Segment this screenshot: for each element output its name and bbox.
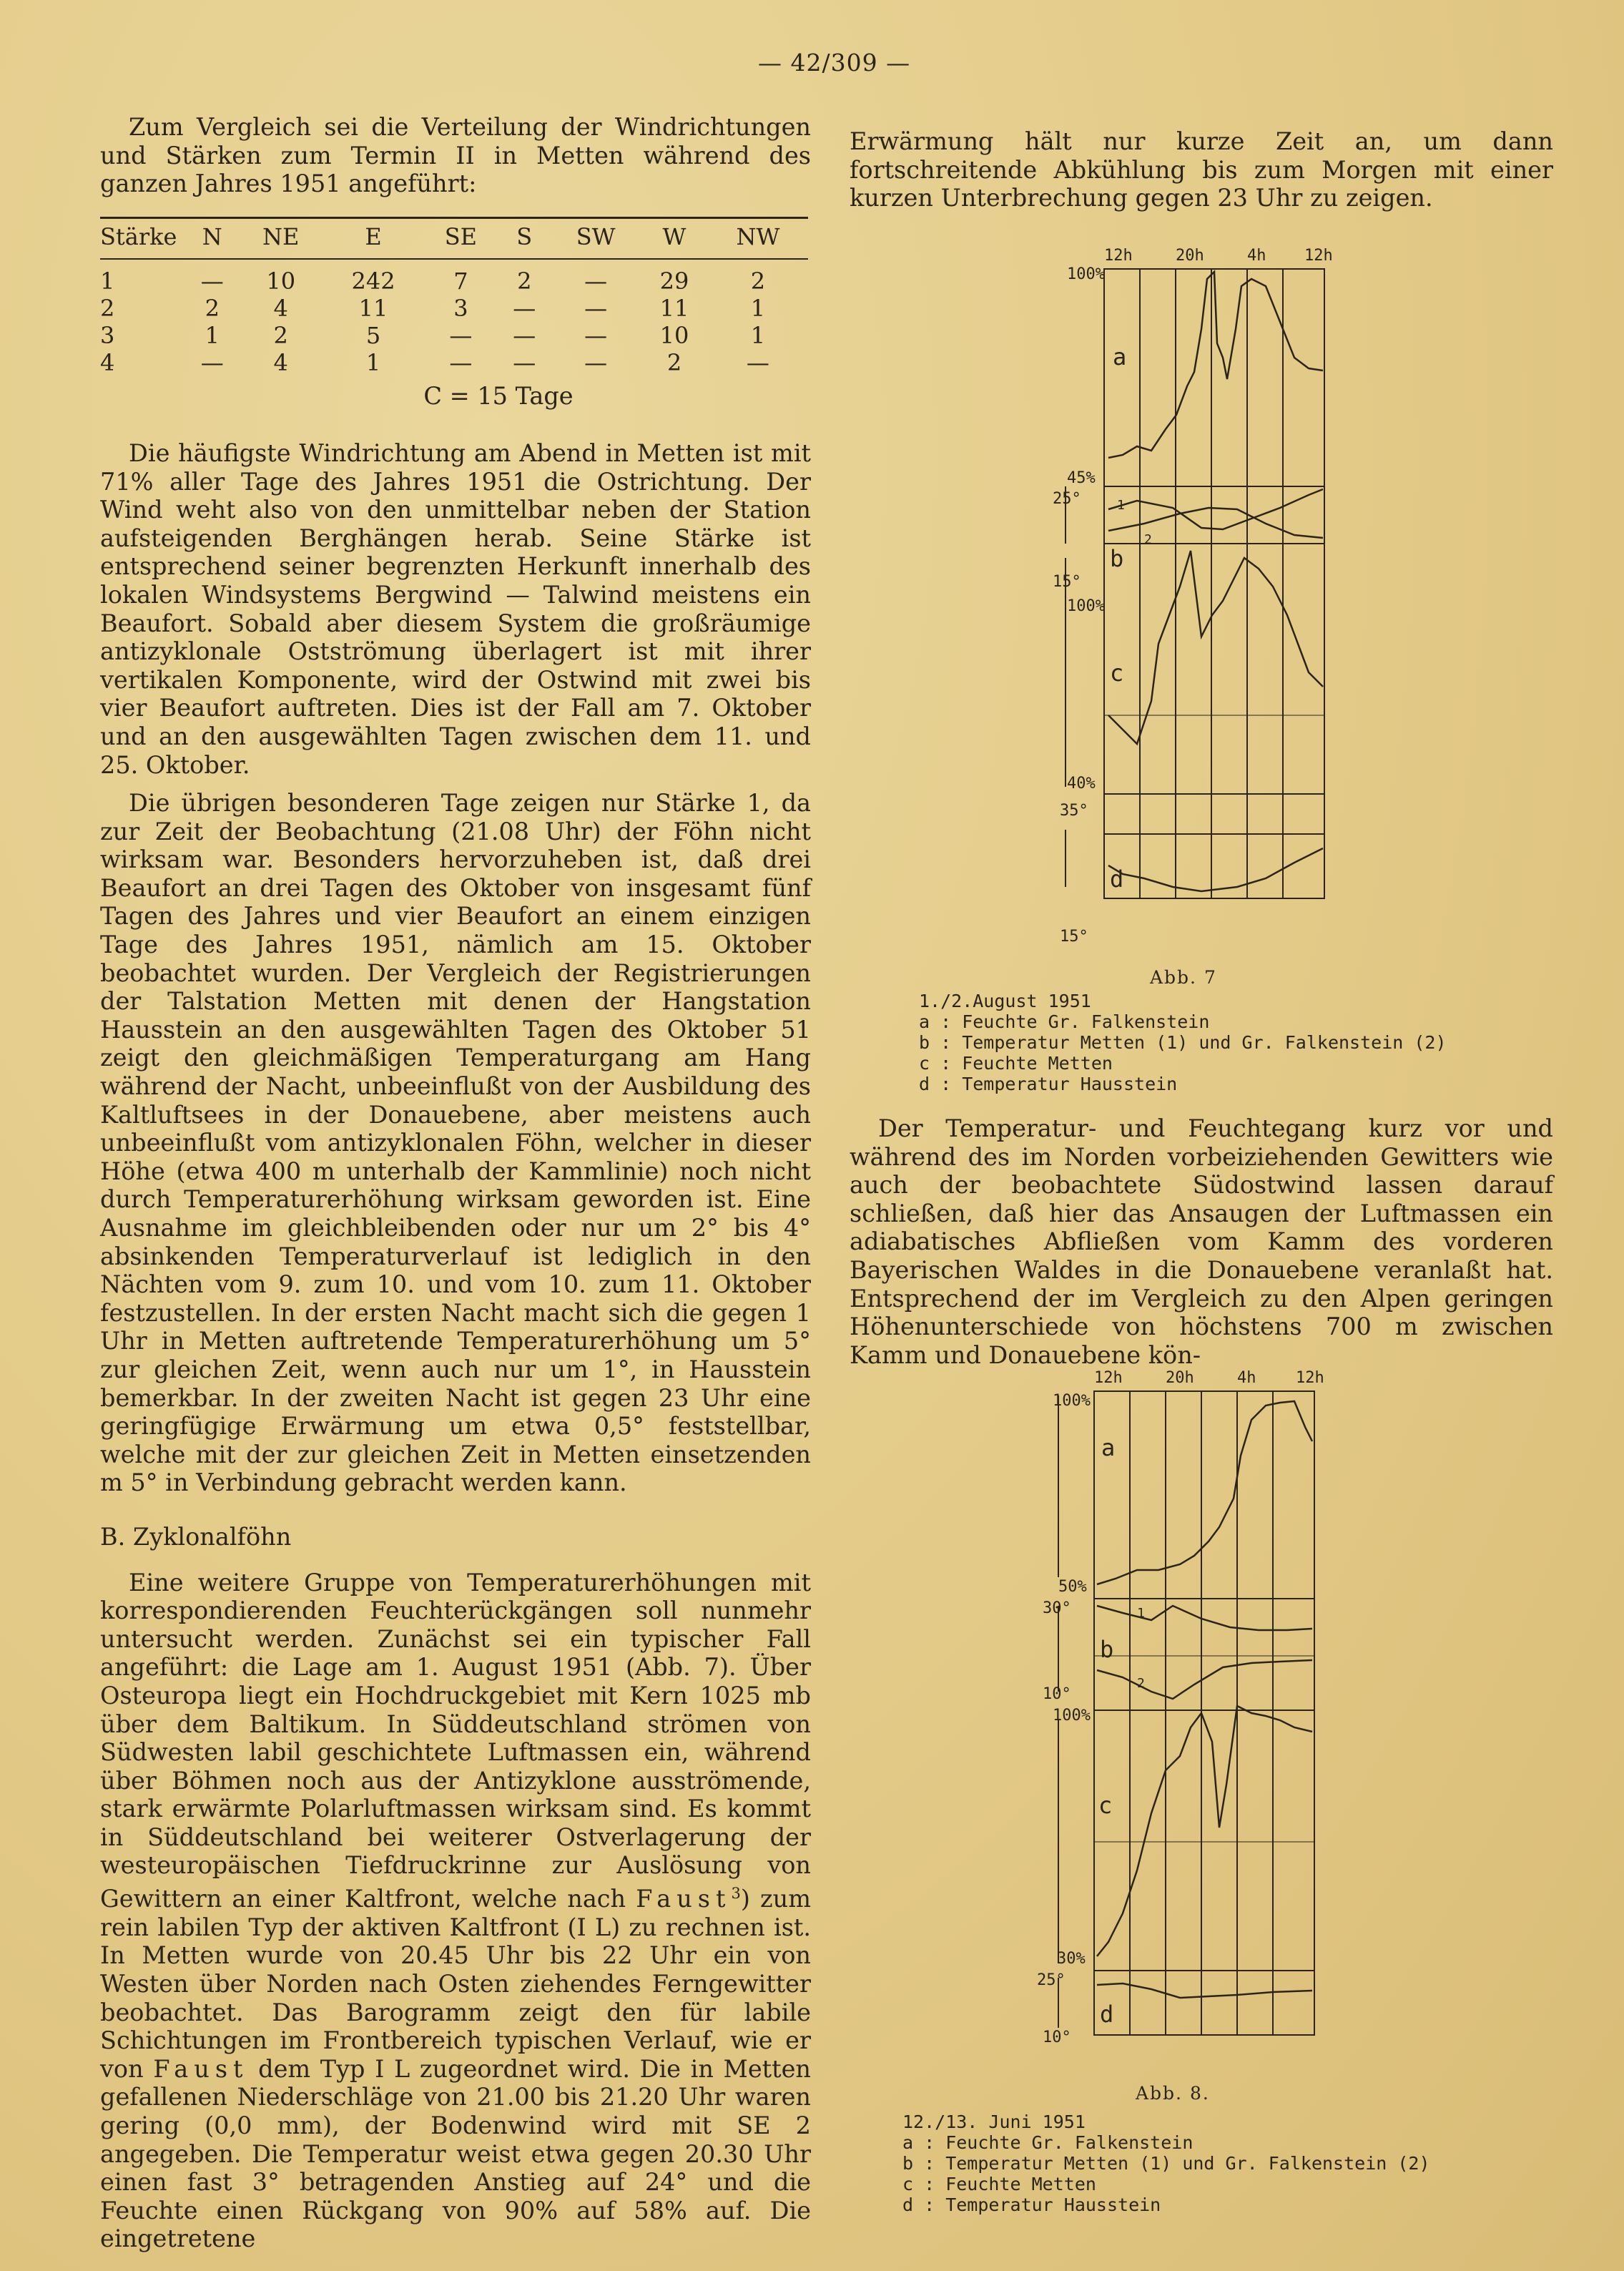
caption-line: a : Feuchte Gr. Falkenstein (919, 1011, 1210, 1032)
panel-letter: a (1101, 1434, 1116, 1461)
axis-label: 100% (1067, 265, 1105, 283)
table-row (100, 295, 808, 322)
curve-label: 1 (1117, 498, 1125, 513)
paragraph-special-days: Die übrigen besonderen Tage zeigen nur Stärke 1, da zur Zeit der Beobachtung (21.08 Uhr) der Föhn nicht wirksam war. Besonders hervorzuheben ist, daß drei Beaufort an drei Tagen des Oktober von insgesamt fünf Tagen des Jahres und vier Beaufort an einem einzigen Tage des Jahres 1951, nämlich am 15. Oktober beobachtet wurden. Der Vergleich der Registrierungen der Talstation Metten mit denen der Hangstation Hausstein an den ausgewählten Tagen des Oktober 51 zeigt den gleichmäßigen Temperaturgang am Hang während der Nacht, unbeeinflußt von der Ausbildung des Kaltluftsees in der Donauebene, aber meistens auch unbeeinflußt vom antizyklonalen Föhn, welcher in dieser Höhe (etwa 400 m unterhalb der Kammlinie) noch nicht durch Temperaturerhöhung wirksam geworden ist. Eine Ausnahme im gleichbleibenden oder nur um 2° bis 4° absinkenden Temperaturverlauf ist lediglich in den Nächten vom 9. zum 10. und vom 10. zum 11. Oktober festzustellen. In der ersten Nacht macht sich die gegen 1 Uhr in Metten auftretende Temperaturerhöhung um 5° zur gleichen Zeit, wenn auch nur um 1°, in Hausstein bemerkbar. In der zweiten Nacht ist gegen 23 Uhr eine geringfügige Erwärmung um etwa 0,5° feststellbar, welche mit der zur gleichen Zeit in Metten einsetzenden m 5° in Verbindung gebracht werden kann. (100, 789, 811, 1497)
figure-7 (1051, 243, 1352, 976)
header-cell: N (186, 217, 239, 259)
paragraph-zyklonalfoehn (100, 1569, 811, 2253)
right-column-top (850, 127, 1553, 212)
table-cell: 1 (750, 322, 766, 350)
time-label: 20h (1176, 247, 1204, 265)
figure-8 (1037, 1370, 1337, 2081)
table-row (100, 259, 808, 295)
table-cell: 2 (205, 295, 220, 323)
text-run: dem Typ I L zugeordnet wird. Die in Metten gefallenen Niederschläge von 21.00 bis 21.20 Uhr waren gering (0,0 mm), der Bodenwind wird mit SE 2 angegeben. Die Temperatur weist etwa gegen 20.30 Uhr einen fast 3° betragenden Anstieg auf 24° und die Feuchte einen Rückgang von 90% auf 58% auf. Die eingetretene (100, 2054, 812, 2253)
table-cell: 10 (266, 268, 296, 295)
caption-line: b : Temperatur Metten (1) und Gr. Falkenstein (2) (919, 1032, 1447, 1053)
figure-8-recording (1037, 1370, 1337, 2078)
table-cell: — (584, 322, 608, 350)
frame (1094, 1391, 1314, 2035)
figure-7-label: Abb. 7 (1150, 967, 1217, 988)
wind-table-header (100, 217, 808, 259)
panel-letter: d (1100, 2001, 1114, 2028)
curve-label: 2 (1137, 1676, 1145, 1691)
table-cell: 2 (100, 295, 115, 323)
caption-line: 12./13. Juni 1951 (902, 2111, 1086, 2132)
table-cell: 7 (453, 268, 468, 295)
table-cell: — (200, 349, 224, 377)
author-name: Faust (153, 2054, 249, 2083)
axis-label: 15° (1060, 928, 1088, 946)
table-cell: 5 (365, 322, 381, 350)
header-cell: Stärke (100, 217, 186, 259)
axis-label: 100% (1053, 1707, 1091, 1725)
axis-label: 25° (1037, 1971, 1066, 1989)
time-label: 12h (1094, 1370, 1123, 1387)
page-number: — 42/309 — (758, 49, 911, 77)
axis-label: 35° (1060, 802, 1088, 820)
header-cell: E (323, 217, 424, 259)
axis-label: 100% (1067, 597, 1105, 615)
table-cell: 242 (351, 268, 395, 295)
table-cell: 4 (273, 349, 288, 377)
panel-letter: c (1110, 659, 1124, 687)
header-cell: NE (239, 217, 323, 259)
table-cell: 4 (273, 295, 288, 323)
table-cell: — (449, 349, 473, 377)
caption-line: 1./2.August 1951 (919, 991, 1091, 1011)
paragraph-thunderstorm: Der Temperatur- und Feuchtegang kurz vor und während des im Norden vorbeiziehenden Gewitters wie auch der beobachtete Südostwind lassen darauf schließen, daß hier das Ansaugen der Luftmassen ein adiabatisches Abfließen vom Kamm des vorderen Bayerischen Waldes in die Donauebene veranlaßt hat. Entsprechend der im Vergleich zu den Alpen geringen Höhenunterschiede von höchstens 700 m zwischen Kamm und Donauebene kön- (850, 1114, 1553, 1369)
table-cell: — (513, 349, 536, 377)
table-cell: — (200, 268, 224, 295)
figure-7-recording (1051, 243, 1352, 973)
table-row (100, 349, 808, 376)
table-cell: 4 (100, 349, 115, 377)
table-cell: 1 (365, 349, 381, 377)
table-cell: 1 (205, 322, 220, 350)
table-cell: — (584, 268, 608, 295)
table-row (100, 322, 808, 349)
table-cell: 2 (666, 349, 682, 377)
table-cell: — (584, 349, 608, 377)
time-label: 4h (1247, 247, 1266, 265)
calm-days: C = 15 Tage (423, 382, 574, 411)
wind-table (100, 217, 808, 377)
panel-letter: b (1100, 1636, 1114, 1663)
intro-paragraph: Zum Vergleich sei die Verteilung der Windrichtungen und Stärken zum Termin II in Metten während des ganzen Jahres 1951 angeführt: (100, 113, 811, 198)
table-cell: — (746, 349, 769, 377)
author-name: Faust (636, 1885, 732, 1913)
text-run: Eine weitere Gruppe von Temperaturerhöhungen mit korrespondierenden Feuchterückgängen soll nunmehr untersucht werden. Zunächst sei ein typischer Fall angeführt: die Lage am 1. August 1951 (Abb. 7). Über Osteuropa liegt ein Hochdruckgebiet mit Kern 1025 mb über dem Baltikum. In Süddeutschland strömen von Südwesten labil geschichtete Luftmassen ein, während über Böhmen noch aus der Antizyklone ausströmende, stark erwärmte Polarluftmassen wirksam sind. Es kommt in Süddeutschland bei weiterer Ostverlagerung der westeuropäischen Tiefdruckrinne zur Auslösung von Gewittern an einer Kaltfront, welche nach (100, 1568, 811, 1913)
table-cell: 1 (100, 268, 115, 295)
header-cell: W (641, 217, 708, 259)
table-cell: — (513, 295, 536, 323)
time-label: 12h (1104, 247, 1133, 265)
axis-label: 30° (1043, 1599, 1071, 1617)
right-column-middle (850, 1114, 1553, 1369)
time-label: 20h (1166, 1370, 1194, 1387)
panel-letter: b (1110, 545, 1124, 572)
axis-label: 40% (1067, 775, 1096, 793)
frame (1104, 269, 1324, 898)
caption-line: b : Temperatur Metten (1) und Gr. Falkenstein (2) (902, 2153, 1430, 2174)
caption-line: d : Temperatur Hausstein (902, 2194, 1161, 2215)
table-cell: — (449, 322, 473, 350)
panel-letter: c (1098, 1792, 1113, 1819)
caption-line: d : Temperatur Hausstein (919, 1074, 1178, 1094)
axis-label: 100% (1053, 1392, 1091, 1410)
axis-label: 25° (1053, 490, 1081, 508)
table-cell: 3 (453, 295, 468, 323)
table-cell: 3 (100, 322, 115, 350)
caption-line: c : Feuchte Metten (902, 2174, 1096, 2194)
axis-label: 10° (1043, 2029, 1071, 2046)
table-cell: — (513, 322, 536, 350)
table-cell: 1 (750, 295, 766, 323)
paragraph-wind-direction: Die häufigste Windrichtung am Abend in Metten ist mit 71% aller Tage des Jahres 1951 die Ostrichtung. Der Wind weht also von den unmittelbar neben der Station aufsteigenden Berghängen herab. Seine Stärke ist entsprechend seiner begrenzten Herkunft innerhalb des lokalen Windsystems Bergwind — Talwind meistens ein Beaufort. Sobald aber diesem System die großräumige antizyklonale Ostströmung überlagert ist mit ihrer vertikalen Komponente, wird der Ostwind mit zwei bis vier Beaufort auftreten. Dies ist der Fall am 7. Oktober und an den ausgewählten Tagen zwischen dem 11. und 25. Oktober. (100, 438, 811, 779)
axis-label: 50% (1058, 1578, 1087, 1596)
left-column (100, 113, 811, 2253)
header-cell: NW (708, 217, 808, 259)
table-cell: 2 (750, 268, 766, 295)
panel-letter: d (1110, 865, 1124, 893)
axis-label: 45% (1067, 469, 1096, 487)
caption-line: a : Feuchte Gr. Falkenstein (902, 2132, 1194, 2153)
table-cell: 29 (659, 268, 689, 295)
header-cell: S (498, 217, 551, 259)
curve-label: 1 (1137, 1606, 1145, 1621)
table-cell: 2 (517, 268, 532, 295)
figure-8-label: Abb. 8. (1136, 2083, 1210, 2104)
table-cell: — (584, 295, 608, 323)
figure-7-caption (919, 991, 1447, 1094)
paragraph-continuation: Erwärmung hält nur kurze Zeit an, um dann fortschreitende Abkühlung bis zum Morgen mit einer kurzen Unterbrechung gegen 23 Uhr zu zeigen. (850, 127, 1553, 212)
text-run: ) zum rein labilen Typ der aktiven Kaltfront (I L) zu rechnen ist. In Metten wurde von 20.45 Uhr bis 22 Uhr ein von Westen über Norden nach Osten ziehendes Ferngewitter beobachtet. Das Barogramm zeigt den für labile Schichtungen im Frontbereich typischen Verlauf, wie er von (100, 1885, 811, 2083)
table-cell: 11 (659, 295, 689, 323)
table-cell: 2 (273, 322, 288, 350)
header-cell: SW (551, 217, 641, 259)
caption-line: c : Feuchte Metten (919, 1053, 1113, 1074)
time-label: 4h (1237, 1370, 1256, 1387)
table-cell: 11 (358, 295, 388, 323)
time-label: 12h (1304, 247, 1333, 265)
axis-label: 30% (1057, 1950, 1086, 1968)
section-heading: B. Zyklonalföhn (100, 1522, 292, 1551)
panel-letter: a (1113, 343, 1127, 371)
curve-label: 2 (1144, 532, 1152, 547)
table-cell: 10 (659, 322, 689, 350)
axis-label: 10° (1043, 1685, 1071, 1703)
header-cell: SE (423, 217, 498, 259)
figure-8-caption (902, 2111, 1430, 2215)
time-label: 12h (1296, 1370, 1324, 1387)
axis-label: 15° (1053, 573, 1081, 591)
footnote-marker: 3 (731, 1885, 741, 1903)
